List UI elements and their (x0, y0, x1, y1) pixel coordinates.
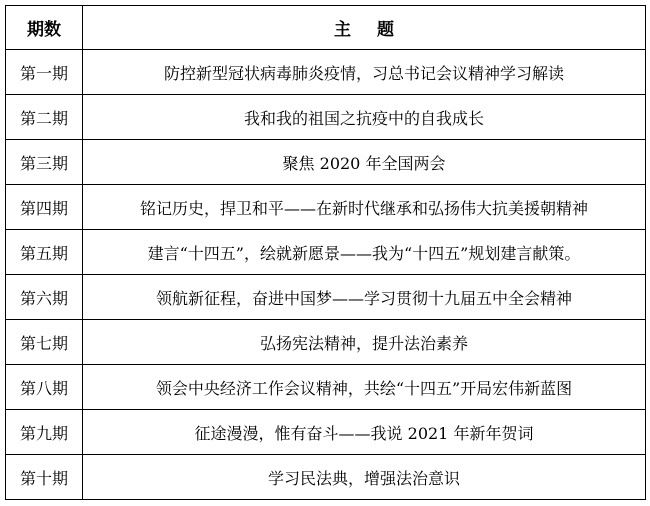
issue-cell: 第五期 (6, 230, 83, 275)
issue-cell: 第四期 (6, 185, 83, 230)
table-row (6, 275, 646, 320)
issue-cell: 第三期 (6, 140, 83, 185)
issue-cell: 第六期 (6, 275, 83, 320)
issue-cell: 第七期 (6, 320, 83, 365)
issue-column-header: 期数 (6, 6, 83, 50)
topic-cell: 建言“十四五”，绘就新愿景——我为“十四五”规划建言献策。 (83, 230, 646, 275)
topic-cell: 铭记历史，捍卫和平——在新时代继承和弘扬伟大抗美援朝精神 (83, 185, 646, 230)
issue-cell: 第八期 (6, 365, 83, 410)
issue-cell: 第十期 (6, 455, 83, 500)
topic-cell: 防控新型冠状病毒肺炎疫情，习总书记会议精神学习解读 (83, 50, 646, 95)
table-row (6, 140, 646, 185)
topic-cell: 我和我的祖国之抗疫中的自我成长 (83, 95, 646, 140)
table-row (6, 50, 646, 95)
topics-table (5, 5, 646, 500)
topic-cell: 学习民法典，增强法治意识 (83, 455, 646, 500)
topic-cell: 领航新征程，奋进中国梦——学习贯彻十九届五中全会精神 (83, 275, 646, 320)
header-row (6, 6, 646, 50)
table-row (6, 365, 646, 410)
topic-cell: 弘扬宪法精神，提升法治素养 (83, 320, 646, 365)
table-row (6, 95, 646, 140)
issue-cell: 第二期 (6, 95, 83, 140)
table-row (6, 185, 646, 230)
issue-cell: 第一期 (6, 50, 83, 95)
issue-cell: 第九期 (6, 410, 83, 455)
table-row (6, 230, 646, 275)
table-row (6, 410, 646, 455)
topic-cell: 征途漫漫，惟有奋斗——我说 2021 年新年贺词 (83, 410, 646, 455)
table-row (6, 320, 646, 365)
topic-column-header: 主题 (83, 6, 646, 50)
topic-cell: 聚焦 2020 年全国两会 (83, 140, 646, 185)
topic-cell: 领会中央经济工作会议精神，共绘“十四五”开局宏伟新蓝图 (83, 365, 646, 410)
table-row (6, 455, 646, 500)
